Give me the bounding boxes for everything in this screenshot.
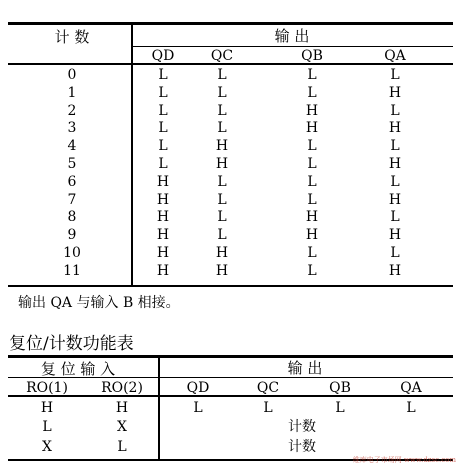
table1-column-divider [131, 23, 133, 286]
output-qc-value: L [217, 227, 227, 243]
output-qd-value: L [158, 156, 168, 172]
output-qa-value: L [390, 67, 400, 83]
column-header-qb: QB [329, 380, 351, 396]
output-qb-value: L [307, 156, 317, 172]
ro1-value: X [42, 439, 52, 455]
ro2-value: X [117, 419, 127, 435]
output-qa-value: L [390, 103, 400, 119]
count-value: 2 [67, 103, 77, 119]
note-text: 输出 QA 与输入 B 相接。 [18, 295, 180, 311]
count-value: 5 [67, 156, 77, 172]
table2-top-border [8, 355, 453, 358]
output-value: L [406, 400, 416, 416]
output-qd-value: H [156, 245, 170, 261]
count-value: 3 [67, 120, 77, 136]
ro2-value: L [117, 439, 127, 455]
output-qc-value: H [215, 156, 229, 172]
output-qd-value: L [158, 103, 168, 119]
output-value: L [335, 400, 345, 416]
output-qd-value: H [156, 174, 170, 190]
output-value: L [263, 400, 273, 416]
column-header-qc: QC [210, 48, 234, 64]
watermark-logo: 维库电子市场网 www.dzsc.com [352, 456, 456, 464]
output-qb-value: L [307, 263, 317, 279]
column-header-ro2: RO(2) [101, 380, 143, 396]
output-qa-value: H [388, 263, 402, 279]
output-qb-value: H [305, 209, 319, 225]
outputs-header: 输 出 [287, 359, 323, 377]
output-qa-value: H [388, 227, 402, 243]
ro1-value: L [42, 419, 52, 435]
output-qb-value: H [305, 120, 319, 136]
output-qd-value: H [156, 209, 170, 225]
column-header-qd: QD [151, 48, 175, 64]
count-value: 7 [67, 192, 77, 208]
count-mode-label: 计数 [288, 419, 316, 435]
output-qa-value: L [390, 138, 400, 154]
count-value: 6 [67, 174, 77, 190]
output-qc-value: H [215, 138, 229, 154]
output-qc-value: H [215, 245, 229, 261]
output-qd-value: L [158, 85, 168, 101]
output-qb-value: L [307, 85, 317, 101]
output-qa-value: H [388, 192, 402, 208]
count-value: 4 [67, 138, 77, 154]
column-header-qb: QB [301, 48, 323, 64]
count-value: 9 [67, 227, 77, 243]
table1-bottom-border [8, 285, 453, 287]
ro1-value: H [40, 400, 54, 416]
output-qc-value: L [217, 209, 227, 225]
output-qd-value: L [158, 138, 168, 154]
count-value: 10 [63, 245, 81, 261]
output-qc-value: L [217, 192, 227, 208]
output-qd-value: L [158, 120, 168, 136]
count-header: 计 数 [54, 28, 90, 46]
column-header-qd: QD [186, 380, 210, 396]
output-value: L [193, 400, 203, 416]
table1-header-divider [132, 46, 453, 47]
output-qa-value: L [390, 174, 400, 190]
output-header: 输 出 [274, 27, 310, 45]
output-qd-value: H [156, 227, 170, 243]
output-qc-value: H [215, 263, 229, 279]
count-value: 0 [67, 67, 77, 83]
count-value: 11 [63, 263, 81, 279]
output-qb-value: L [307, 192, 317, 208]
column-header-ro1: RO(1) [26, 380, 68, 396]
output-qa-value: L [390, 209, 400, 225]
count-value: 1 [67, 85, 77, 101]
output-qa-value: L [390, 245, 400, 261]
output-qb-value: H [305, 227, 319, 243]
output-qa-value: H [388, 120, 402, 136]
output-qc-value: L [217, 174, 227, 190]
output-qd-value: H [156, 192, 170, 208]
output-qb-value: L [307, 138, 317, 154]
output-qb-value: L [307, 67, 317, 83]
count-value: 8 [67, 209, 77, 225]
column-header-qa: QA [400, 380, 422, 396]
inputs-header: 复 位 输 入 [40, 360, 116, 378]
output-qc-value: L [217, 85, 227, 101]
output-qd-value: H [156, 263, 170, 279]
output-qa-value: H [388, 85, 402, 101]
output-qb-value: L [307, 174, 317, 190]
output-qb-value: L [307, 245, 317, 261]
output-qc-value: L [217, 67, 227, 83]
count-mode-label: 计数 [288, 439, 316, 455]
table2-column-divider [158, 356, 160, 460]
reset-table-title: 复位/计数功能表 [9, 334, 134, 354]
column-header-qc: QC [256, 380, 280, 396]
output-qc-value: L [217, 120, 227, 136]
output-qa-value: H [388, 156, 402, 172]
column-header-qa: QA [384, 48, 406, 64]
output-qc-value: L [217, 103, 227, 119]
output-qb-value: H [305, 103, 319, 119]
output-qd-value: L [158, 67, 168, 83]
ro2-value: H [115, 400, 129, 416]
table1-top-border [8, 22, 453, 25]
